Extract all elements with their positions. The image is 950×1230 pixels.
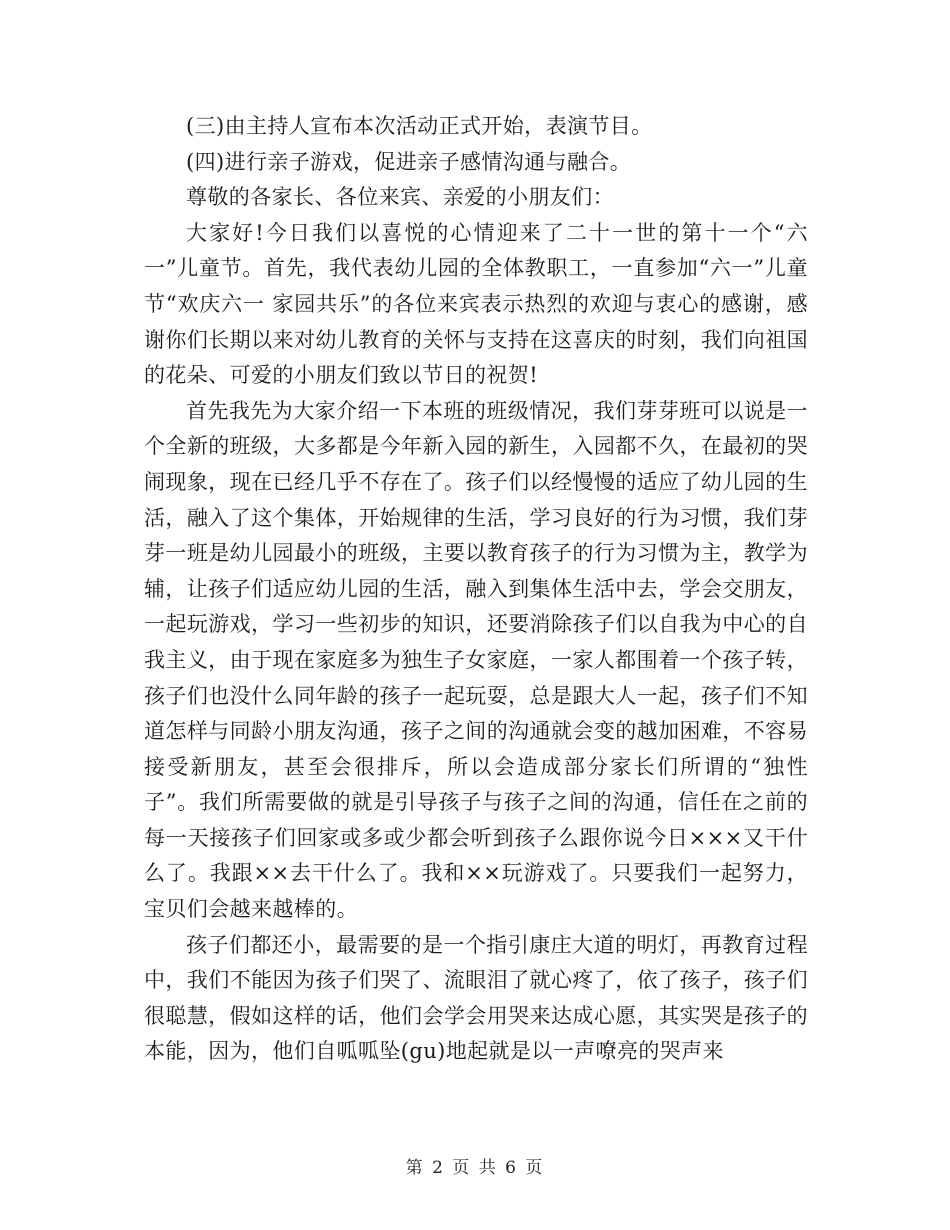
- document-body: [144, 109, 808, 1070]
- paragraph-item-3: (三)由主持人宣布本次活动正式开始，表演节目。: [186, 114, 653, 138]
- page-number-footer: 第 2 页 共 6 页: [405, 1158, 545, 1178]
- education-paragraph: 孩子们都还小，最需要的是一个指引康庄大道的明灯，再教育过程中，我们不能因为孩子们哭了、流眼泪了就心疼了，依了孩子，孩子们很聪慧，假如这样的话，他们会学会用哭来达成心愿，其实哭是孩子的本能，因为，他们自呱呱坠(gu)地起就是以一声嘹亮的哭声来: [144, 932, 808, 1064]
- paragraph-item-4: (四)进行亲子游戏，促进亲子感情沟通与融合。: [186, 149, 632, 174]
- class-intro-paragraph: 首先我先为大家介绍一下本班的班级情况，我们芽芽班可以说是一个全新的班级，大多都是今年新入园的新生，入园都不久，在最初的哭闹现象，现在已经几乎不存在了。孩子们以经慢慢的适应了幼儿园的生活，融入了这个集体，开始规律的生活，学习良好的行为习惯，我们芽芽一班是幼儿园最小的班级，主要以教育孩子的行为习惯为主，教学为辅，让孩子们适应幼儿园的生活，融入到集体生活中去，学会交朋友，一起玩游戏，学习一些初步的知识，还要消除孩子们以自我为中心的自我主义，由于现在家庭多为独生子女家庭，一家人都围着一个孩子转，孩子们也没什么同年龄的孩子一起玩耍，总是跟大人一起，孩子们不知道怎样与同龄小朋友沟通，孩子之间的沟通就会变的越加困难，不容易接受新朋友，甚至会很排斥，所以会造成部分家长们所谓的“独性子”。我们所需要做的就是引导孩子与孩子之间的沟通，信任在之前的每一天接孩子们回家或多或少都会听到孩子么跟你说今日×××又干什么了。我跟××去干什么了。我和××玩游戏了。只要我们一起努力，宝贝们会越来越棒的。: [144, 398, 808, 922]
- greeting-paragraph: 尊敬的各家长、各位来宾、亲爱的小朋友们：: [186, 185, 614, 210]
- welcome-paragraph: 大家好!今日我们以喜悦的心情迎来了二十一世的第十一个“六一”儿童节。首先，我代表幼儿园的全体教职工，一直参加“六一”儿童节“欢庆六一 家园共乐”的各位来宾表示热烈的欢迎与衷心的感谢，感谢你们长期以来对幼儿教育的关怀与支持在这喜庆的时刻，我们向祖国的花朵、可爱的小朋友们致以节日的祝贺!: [144, 220, 808, 388]
